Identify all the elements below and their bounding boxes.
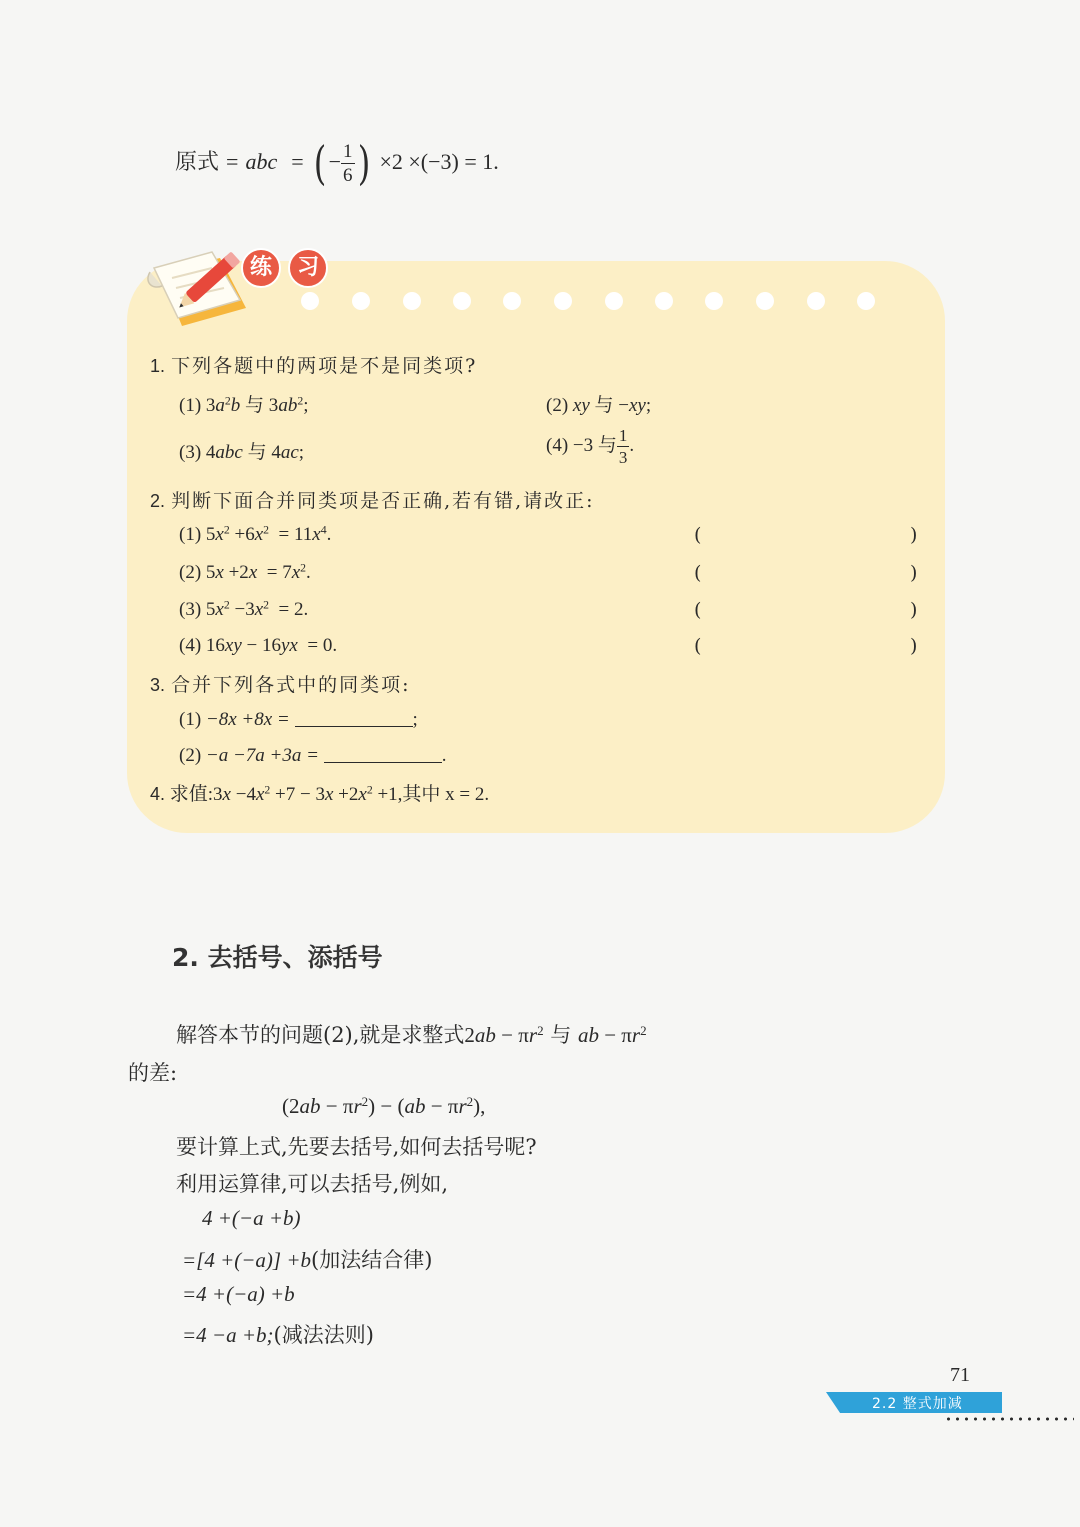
decor-dot: [503, 292, 521, 310]
q1-item-3-label: (3): [179, 442, 202, 463]
q4-tail: ,其中 x = 2.: [397, 784, 490, 805]
answer-paren-close: ): [910, 562, 918, 584]
line4-note: (减法法则): [273, 1323, 374, 1347]
section-tag: 2.2 整式加减: [872, 1396, 963, 1412]
fraction-den: 6: [343, 164, 353, 186]
difference-expression: $(2ab - \pi r^2) - (ab - \pi r^2)$,: [282, 1093, 486, 1118]
formula-eq2: =: [291, 149, 304, 174]
decor-dot: [807, 292, 825, 310]
q1-item-4-post: .: [629, 434, 635, 456]
derivation-line-3: =4 +(−a) +b: [182, 1282, 295, 1306]
q3-item-1-end: ;: [412, 709, 418, 730]
q4: 4. 求值:3x $-4x^2 +7 - 3x +2x^2 +1$,其中 x = 2.: [150, 783, 490, 805]
answer-blank[interactable]: [295, 706, 413, 727]
decor-dot: [403, 292, 421, 310]
q3-prompt: [150, 670, 410, 697]
q3-item-2-end: .: [441, 745, 447, 766]
decor-dot: [453, 292, 471, 310]
q1-item-2-label: (2): [546, 395, 569, 416]
q3-item-1-expr: −8x +8x =: [205, 709, 290, 730]
decor-dot: [756, 292, 774, 310]
decor-dot: [857, 292, 875, 310]
q1-item-4: [546, 427, 634, 466]
q2-item-1: (1) $5x^2 +6x^2 = 11x^4$.: [179, 523, 332, 545]
top-formula: [175, 136, 499, 190]
formula-eq: =: [226, 149, 239, 174]
formula-label: 原式: [175, 150, 220, 175]
decor-dot: [554, 292, 572, 310]
decor-dot: [705, 292, 723, 310]
q1-item-1: (1) $3a^2b$ 与 $3ab^2$;: [179, 394, 309, 416]
q3-item-2: [179, 742, 446, 767]
formula-minus: −: [328, 149, 341, 174]
q4-number: 4.: [150, 784, 166, 804]
section-paragraph-1: 解答本节的问题(2),就是求整式$2ab - \pi r^2$ 与 ab − $\pi r^2$: [176, 1022, 647, 1047]
answer-paren-open: (: [694, 562, 702, 584]
decor-dot: [301, 292, 319, 310]
formula-rest: ×2 ×(−3) = 1.: [379, 149, 499, 174]
badge-char-2: 习: [288, 248, 328, 288]
decor-dot: [352, 292, 370, 310]
q2-item-4-label: (4): [179, 635, 202, 656]
p1-text: 解答本节的问题(2),就是求整式: [176, 1023, 465, 1047]
footer-dots: [944, 1417, 1074, 1421]
answer-paren-open: (: [694, 635, 702, 657]
answer-paren-close: ): [910, 599, 918, 621]
q3-number: 3.: [150, 675, 166, 695]
q1-item-4-pre: −3 与: [572, 434, 617, 456]
section-paragraph-3: 利用运算律,可以去括号,例如,: [176, 1172, 449, 1196]
q1-prompt: [150, 351, 477, 378]
exercise-badge: [241, 248, 328, 288]
q2-item-4: (4) 16xy − 16yx = 0.: [179, 635, 338, 656]
right-paren: ): [357, 136, 370, 190]
q2-prompt: [150, 486, 595, 513]
derivation-line-4: [182, 1319, 374, 1349]
derivation-line-2: [182, 1244, 432, 1274]
fraction-num: 1: [618, 426, 628, 445]
line4-expr: =4 −a +b;: [182, 1323, 274, 1347]
q2-item-3: (3) $5x^2 -3x^2 = 2$.: [179, 598, 309, 620]
section-paragraph-1-end: 的差:: [128, 1061, 178, 1085]
q2-item-2-label: (2): [179, 562, 202, 583]
badge-char-1: 练: [241, 248, 281, 288]
q3-item-1-label: (1): [179, 709, 202, 730]
q2-item-1-label: (1): [179, 524, 202, 545]
q1-number: 1.: [150, 356, 166, 376]
q4-prompt: 求值:: [169, 784, 214, 805]
q1-item-2: (2) xy 与 −xy;: [546, 395, 652, 416]
left-paren: (: [313, 136, 326, 190]
answer-paren-open: (: [694, 524, 702, 546]
line2-expr: =[4 +(−a)] +b: [182, 1248, 312, 1272]
section-paragraph-2: 要计算上式,先要去括号,如何去括号呢?: [176, 1135, 537, 1159]
line2-note: (加法结合律): [311, 1248, 433, 1272]
decor-dot: [605, 292, 623, 310]
q3-item-2-label: (2): [179, 745, 202, 766]
q2-number: 2.: [150, 491, 166, 511]
q2-item-2: (2) $5x +2x = 7x^2$.: [179, 561, 311, 583]
fraction-one-third: [617, 427, 630, 466]
formula-abc: abc: [245, 149, 278, 174]
q3-item-1: [179, 706, 418, 731]
section-heading: 2. 去括号、添括号: [172, 943, 383, 972]
q3-text: 合并下列各式中的同类项:: [171, 674, 411, 696]
q3-item-2-expr: −a −7a +3a =: [205, 745, 319, 766]
q2-item-3-label: (3): [179, 599, 202, 620]
q1-item-3: (3) 4abc 与 4ac;: [179, 442, 305, 463]
page-number: 71: [950, 1364, 970, 1386]
answer-paren-open: (: [694, 599, 702, 621]
derivation-line-1: 4 +(−a +b): [202, 1206, 301, 1230]
answer-paren-close: ): [910, 635, 918, 657]
fraction-den: 3: [618, 448, 628, 467]
answer-blank[interactable]: [324, 742, 442, 763]
decor-dot: [655, 292, 673, 310]
q2-text: 判断下面合并同类项是否正确,若有错,请改正:: [171, 490, 595, 512]
fraction-one-sixth: [341, 142, 355, 185]
answer-paren-close: ): [910, 524, 918, 546]
q1-item-4-label: (4): [546, 434, 569, 456]
q1-text: 下列各题中的两项是不是同类项?: [171, 355, 478, 377]
fraction-num: 1: [343, 140, 353, 162]
q1-item-1-label: (1): [179, 395, 202, 416]
p1-mid: 与: [550, 1023, 572, 1047]
